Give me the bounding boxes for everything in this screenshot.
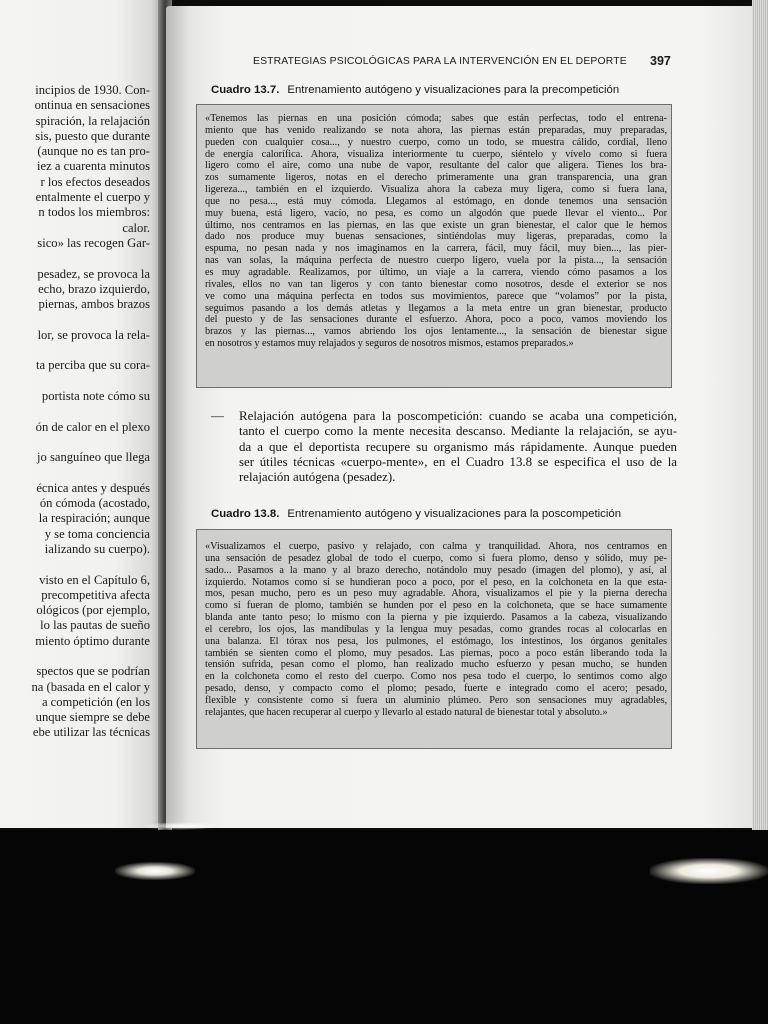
left-page-line-text: ontinua en sensaciones xyxy=(34,98,150,113)
box-2-text-line: el cerebro, los ojos, las mandíbulas y la lengua muy pesadas, como grandes rocas al colocarlas en xyxy=(205,623,667,635)
page-edges xyxy=(752,0,768,830)
paragraph-line: ser útiles técnicas «cuerpo-mente», en el Cuadro 13.8 se especifica el uso de la xyxy=(239,454,677,469)
box-1-text-line: que no pesa..., está muy cómoda. Llegamos al estómago, en donde tenemos una sensación xyxy=(205,195,667,207)
left-page-line xyxy=(0,312,150,327)
left-page-line xyxy=(0,680,150,695)
left-page-line-text: lor, se provoca la rela- xyxy=(37,327,150,342)
paragraph-line: relajación autógena (pesadez). xyxy=(239,470,396,485)
left-page-line-text: (aunque no es tan pro- xyxy=(37,144,150,159)
box-2-text-line: sado... Pasamos a la mano y al brazo derecho, notándolo muy pesado (imagen del plomo), y así, al xyxy=(205,564,667,576)
box-2-text-line: tensión sufrida, pesan como el plomo, han realizado mucho esfuerzo y pesan mucho, se hunden xyxy=(205,659,667,671)
left-page-line xyxy=(0,114,150,129)
left-page-line-text: pesadez, se provoca la xyxy=(37,266,150,281)
left-page-line xyxy=(0,159,150,174)
left-page-line xyxy=(0,221,150,236)
box-1-text-line: espuma, no pesan nada y nos imaginamos en la carrera, fácil, muy fácil, muy bien..., las pier- xyxy=(205,243,667,255)
left-page-line-text: spiración, la relajación xyxy=(35,113,150,128)
left-page-line-text: écnica antes y después xyxy=(36,480,150,495)
box-2-text-line: pesado, denso, y compacto como el plomo; pesado, fuerte e integrado como el acero; pesado, xyxy=(205,683,667,695)
box-2-text-line: una balanza. El tórax nos pesa, los pulmones, el estómago, los intestinos, los órganos genitales xyxy=(205,635,667,647)
paragraph-line: tanto el cuerpo como la mente necesita descanso. Mediante la relajación, se ayu- xyxy=(239,424,677,439)
left-page-line-text: calor. xyxy=(122,220,150,235)
light-glare-left xyxy=(115,862,195,880)
box-1-text-line: rivales, ellos no van tan ligeros y con tanto bienestar como nosotros, desde el exterior se nos xyxy=(205,278,667,290)
left-page-line-text: ón de calor en el plexo xyxy=(35,419,150,434)
left-page-line-text: sis, puesto que durante xyxy=(35,128,150,143)
page-shine xyxy=(140,822,220,830)
box-1-text-line: seguimos pasando a los demás atletas y llegamos a la meta entre un gran bienestar, producto xyxy=(205,302,667,314)
box-1-text-line: dado nos produce muy buenas sensaciones, sintiéndolas muy ligeras, preparadas, como la xyxy=(205,231,667,243)
left-page-line xyxy=(0,343,150,358)
left-page-line xyxy=(0,389,150,404)
box-2-heading xyxy=(211,508,681,520)
left-page-line-text: na (basada en el calor y xyxy=(31,679,150,694)
left-page-line-text: spectos que se podrían xyxy=(36,664,150,679)
box-2-text-line: blanda ante tanto peso; lo mismo con la pierna y pie izquierdo. Pasamos a la cabeza, visualizando xyxy=(205,612,667,624)
left-page-line xyxy=(0,98,150,113)
box-2-text-line: flexible y consistente como si fuera un aluminio plúmeo. Pero son sensaciones muy agradables, xyxy=(205,694,667,706)
left-page-line xyxy=(0,205,150,220)
box-2-text xyxy=(205,541,667,719)
box-1-text-line: ligereza..., también en el izquierdo. Visualiza ahora la cabeza muy ligera, como si fuera lana, xyxy=(205,184,667,196)
left-page-line xyxy=(0,129,150,144)
left-page-line xyxy=(0,465,150,480)
left-page-line-text: jo sanguíneo que llega xyxy=(37,450,150,465)
paragraph-line: da a que el deportista recupere su organismo más rápidamente. Aunque pueden xyxy=(239,439,677,454)
left-page-line xyxy=(0,725,150,740)
left-page-line xyxy=(0,144,150,159)
left-page-line-text: ológicos (por ejemplo, xyxy=(36,603,150,618)
box-1-text-line: del puesto y de las sensaciones durante el esfuerzo. Ahora, poco a poco, vamos moviendo los xyxy=(205,314,667,326)
page-number: 397 xyxy=(650,54,671,68)
left-page-line xyxy=(0,267,150,282)
left-page-line xyxy=(0,527,150,542)
left-page-line xyxy=(0,695,150,710)
left-page-line xyxy=(0,481,150,496)
box-1-text-line: en nosotros y estamos muy relajados y seguros de nosotros mismos, estamos preparados.» xyxy=(205,338,574,350)
box-2-text-line: relajantes, que hacen recuperar al cuerpo y llevarlo al estado natural de bienestar total y absoluto.» xyxy=(205,706,608,718)
left-page-line xyxy=(0,190,150,205)
box-1-text-line: zos sumamente ligeros, notas en el derecho primeramente una gran transparencia, una gran xyxy=(205,172,667,184)
left-page-line-text: la respiración; aunque xyxy=(38,511,150,526)
box-1-text-line: ve como una máquina perfecta en todos sus movimientos, parece que “volamos” por la pista, xyxy=(205,290,667,302)
left-page-line-text: visto en el Capítulo 6, xyxy=(39,572,150,587)
left-page-line-text: ializando su cuerpo). xyxy=(44,541,150,556)
left-page-line-text: lo las pautas de sueño xyxy=(40,618,150,633)
left-page-line xyxy=(0,603,150,618)
box-1-heading xyxy=(211,84,681,96)
box-1-label: Cuadro 13.7. xyxy=(211,84,280,96)
left-page-line xyxy=(0,649,150,664)
left-page-line-text: miento óptimo durante xyxy=(35,633,150,648)
left-page-line-text: iez a cuarenta minutos xyxy=(37,159,150,174)
box-1-text xyxy=(205,113,667,350)
box-1-text-line: brazos y las piernas..., vamos abriendo los ojos lentamente..., la sensación de bienestar sigue xyxy=(205,326,667,338)
left-page-line-text: entalmente el cuerpo y xyxy=(35,190,150,205)
left-page-line-text: y se toma conciencia xyxy=(44,526,150,541)
left-page-line xyxy=(0,588,150,603)
box-1-text-line: último, nos centramos en las piernas, en las que existe un gran bienestar, el calor que le hemos xyxy=(205,219,667,231)
left-page-line-text: sico» las recogen Gar- xyxy=(37,235,150,250)
left-page-line xyxy=(0,374,150,389)
left-page-line-text: ta perciba que su cora- xyxy=(36,358,150,373)
box-1-text-line: muy buena, está ligero, vacío, no pesa, es como un algodón que puede llevar el viento... Por xyxy=(205,207,667,219)
box-2-title: Entrenamiento autógeno y visualizaciones para la poscompetición xyxy=(287,508,622,520)
box-1-text-line: es muy agradable. Realizamos, por último, un viaje a la carrera, viendo cómo pasamos a los xyxy=(205,266,667,278)
box-2-text-line: «Visualizamos el cuerpo, pasivo y relajado, con calma y tranquilidad. Ahora, nos centramos en xyxy=(205,541,667,552)
left-page-line xyxy=(0,297,150,312)
box-1-text-line: nas van solas, la máquina perfecta de nuestro cuerpo ligero, vuela por la pista..., la sensación xyxy=(205,255,667,267)
left-page-line xyxy=(0,83,150,98)
left-page-line-text: unque siempre se debe xyxy=(35,710,150,725)
box-2-text-line: una sensación de pesadez global de todo el cuerpo, como si fuera plomo, denso y sólido, muy pe- xyxy=(205,552,667,564)
left-page-line xyxy=(0,236,150,251)
left-page-line xyxy=(0,710,150,725)
left-page-line xyxy=(0,282,150,297)
left-page-line xyxy=(0,634,150,649)
left-page-line xyxy=(0,358,150,373)
box-2-text-line: también se sienten como el plomo, muy pesados. Las piernas, poco a poco están liberando toda la xyxy=(205,647,667,659)
box-1-text-line: de energía calorífica. Ahora, visualiza interiormente tu cuerpo, siéntelo y vívelo como si fuera xyxy=(205,148,667,160)
box-2-label: Cuadro 13.8. xyxy=(211,508,280,520)
left-page-line xyxy=(0,542,150,557)
left-page-line-text: a competición (en los xyxy=(41,694,150,709)
left-page-text xyxy=(0,83,150,741)
light-glare-right xyxy=(650,858,768,884)
left-page-line-text: r los efectos deseados xyxy=(40,174,150,189)
left-page-line-text: ón cómoda (acostado, xyxy=(39,496,150,511)
left-page-line xyxy=(0,496,150,511)
box-1-text-line: pueden con cualquier cosa..., y nuestro cuerpo, como un todo, se muestra cálido, cordial, lleno xyxy=(205,136,667,148)
left-page-line-text: ebe utilizar las técnicas xyxy=(32,725,150,740)
left-page-line-text: portista note cómo su xyxy=(41,388,150,403)
box-1-text-line: miento que has venido realizando se nota ahora, las piernas están preparadas, muy preparadas, xyxy=(205,124,667,136)
left-page-line xyxy=(0,435,150,450)
running-head: ESTRATEGIAS PSICOLÓGICAS PARA LA INTERVENCIÓN EN EL DEPORTE xyxy=(253,56,627,67)
left-page-line-text: precompetitiva afecta xyxy=(41,587,150,602)
box-2-text-line: como si fueran de plomo, también se hunden por el peso en la colchoneta, que se hace sumamente xyxy=(205,600,667,612)
paragraph-line: Relajación autógena para la poscompetición: cuando se acaba una competición, xyxy=(239,409,677,423)
left-page-line xyxy=(0,557,150,572)
box-1-text-line: «Tenemos las piernas en una posición cómoda; sabes que están perfectas, todo el entrena- xyxy=(205,113,667,124)
left-page-line xyxy=(0,175,150,190)
left-page-line xyxy=(0,251,150,266)
left-page-line-text: piernas, ambos brazos xyxy=(38,297,150,312)
box-2-text-line: en la colchoneta como el resto del cuerpo. Como nos pesa todo el cuerpo, lo sentimos como algo xyxy=(205,671,667,683)
left-page-line xyxy=(0,328,150,343)
left-page-line xyxy=(0,573,150,588)
left-page-line xyxy=(0,420,150,435)
box-2-text-line: izquierdo. Notamos como si se hundieran poco a poco, por el peso, en la colchoneta en la que esta- xyxy=(205,576,667,588)
box-2-text-line: mos, pesan mucho, pero es un peso muy agradable. Ahora, visualizamos el pie y la pierna derecha xyxy=(205,588,667,600)
box-1-text-line: ligero como el aire, como una nube de vapor, resultante del calor que aligera. Tienes los bra- xyxy=(205,160,667,172)
box-1-title: Entrenamiento autógeno y visualizaciones para la precompetición xyxy=(287,84,620,96)
left-page-line-text: n todos los miembros: xyxy=(38,205,150,220)
left-page-line-text: echo, brazo izquierdo, xyxy=(38,281,150,296)
left-page xyxy=(0,0,165,828)
left-page-line xyxy=(0,511,150,526)
left-page-line xyxy=(0,450,150,465)
left-page-line xyxy=(0,618,150,633)
left-page-line xyxy=(0,664,150,679)
list-dash: — xyxy=(211,409,224,423)
left-page-line xyxy=(0,404,150,419)
left-page-line-text: incipios de 1930. Con- xyxy=(35,83,150,97)
paragraph-text xyxy=(239,409,677,485)
